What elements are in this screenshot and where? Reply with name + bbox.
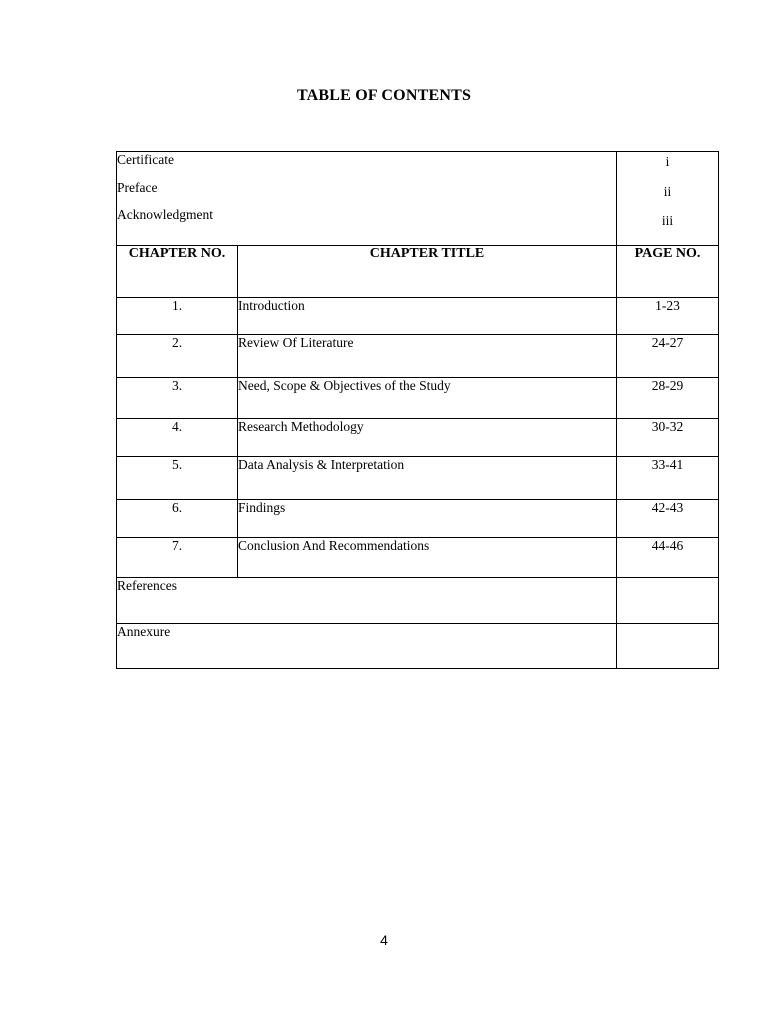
chapter-number: 3. — [117, 378, 238, 419]
header-chapter-no: CHAPTER NO. — [117, 246, 238, 298]
chapter-title: Data Analysis & Interpretation — [238, 457, 617, 500]
chapter-number: 7. — [117, 538, 238, 578]
table-header-row — [117, 246, 719, 298]
chapter-number: 2. — [117, 335, 238, 378]
chapter-pages: 42-43 — [617, 500, 719, 538]
chapter-title: Research Methodology — [238, 419, 617, 457]
back-matter-row — [117, 578, 719, 624]
chapter-pages: 24-27 — [617, 335, 719, 378]
chapter-pages: 30-32 — [617, 419, 719, 457]
front-matter-label: Preface — [117, 179, 158, 195]
table-row — [117, 378, 719, 419]
front-matter-labels — [117, 152, 617, 246]
chapter-number: 4. — [117, 419, 238, 457]
front-matter-pages — [617, 152, 719, 246]
back-matter-label: Annexure — [117, 624, 617, 669]
chapter-pages: 44-46 — [617, 538, 719, 578]
chapter-pages: 33-41 — [617, 457, 719, 500]
chapter-title: Introduction — [238, 298, 617, 335]
back-matter-page — [617, 624, 719, 669]
front-matter-page: i — [665, 154, 670, 169]
back-matter-page — [617, 578, 719, 624]
chapter-pages: 28-29 — [617, 378, 719, 419]
chapter-title: Conclusion And Recommendations — [238, 538, 617, 578]
chapter-number: 5. — [117, 457, 238, 500]
chapter-title: Need, Scope & Objectives of the Study — [238, 378, 617, 419]
table-row — [117, 538, 719, 578]
chapter-number: 6. — [117, 500, 238, 538]
header-chapter-title: CHAPTER TITLE — [238, 246, 617, 298]
back-matter-label: References — [117, 578, 617, 624]
table-row — [117, 457, 719, 500]
table-of-contents — [116, 151, 719, 669]
chapter-pages: 1-23 — [617, 298, 719, 335]
table-row — [117, 335, 719, 378]
table-row — [117, 500, 719, 538]
front-matter-label: Acknowledgment — [117, 207, 213, 222]
front-matter-row — [117, 152, 719, 246]
front-matter-page: iii — [661, 213, 674, 228]
chapter-title: Findings — [238, 500, 617, 538]
chapter-title: Review Of Literature — [238, 335, 617, 378]
table-row — [117, 298, 719, 335]
back-matter-row — [117, 624, 719, 669]
page-title: TABLE OF CONTENTS — [296, 87, 472, 104]
front-matter-label: Certificate — [117, 152, 174, 167]
page-number: 4 — [380, 932, 388, 948]
front-matter-page: ii — [663, 183, 672, 199]
header-page-no: PAGE NO. — [617, 246, 719, 298]
chapter-number: 1. — [117, 298, 238, 335]
table-row — [117, 419, 719, 457]
